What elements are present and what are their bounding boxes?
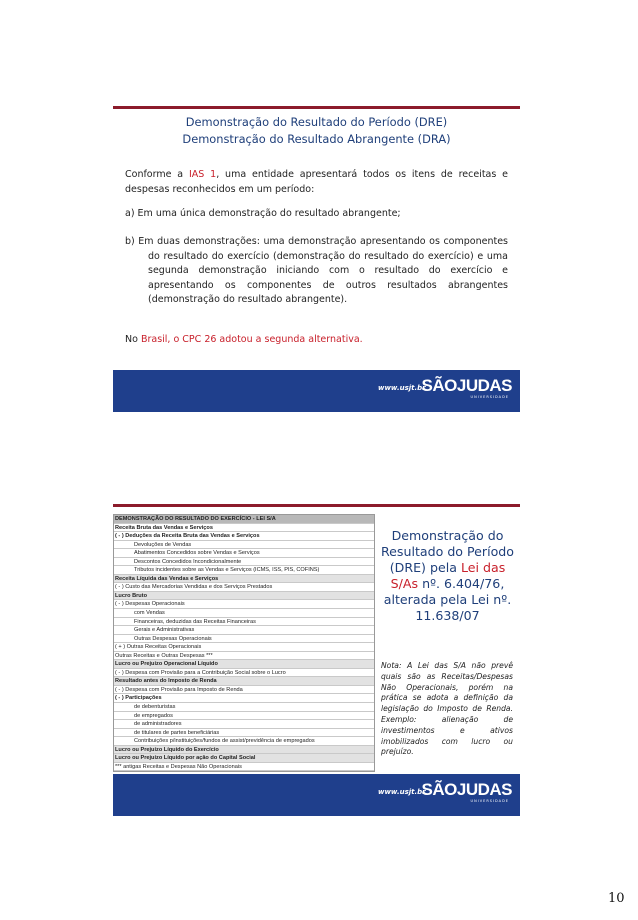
table-row: Contribuições p/instituições/fundos de assist/previdência de empregados xyxy=(114,737,374,746)
table-row: Descontos Concedidos Incondicionalmente xyxy=(114,558,374,567)
table-row: de administradores xyxy=(114,720,374,729)
table-row: ( - ) Despesas Operacionais xyxy=(114,600,374,609)
slide-footer xyxy=(113,370,520,412)
table-row: Gerais e Administrativas xyxy=(114,626,374,635)
table-row: Outras Despesas Operacionais xyxy=(114,635,374,644)
saojudas-logo: SÃOJUDAS xyxy=(421,780,512,799)
table-row: Lucro ou Prejuízo Operacional Líquido xyxy=(114,660,374,669)
dre-table xyxy=(113,514,375,772)
table-row: Receita Líquida das Vendas e Serviços xyxy=(114,575,374,584)
table-row: ( + ) Outras Receitas Operacionais xyxy=(114,643,374,652)
conclusion-paragraph xyxy=(125,333,508,348)
ias-reference: IAS 1 xyxy=(188,169,217,180)
table-row: de empregados xyxy=(114,712,374,721)
conclusion-highlight: Brasil, o CPC 26 adotou a segunda alternativa. xyxy=(140,334,363,345)
table-row: DEMONSTRAÇÃO DO RESULTADO DO EXERCÍCIO - LEI S/A xyxy=(114,515,374,524)
table-row: Lucro ou Prejuízo Líquido por ação do Capital Social xyxy=(114,754,374,763)
logo-subtitle: UNIVERSIDADE xyxy=(470,395,509,399)
footer-url: www.usjt.br xyxy=(378,788,426,796)
slide-top-bar xyxy=(113,504,520,507)
slide-dre-lei-sa xyxy=(113,504,520,816)
lei-sa-highlight: Lei das S/As xyxy=(390,560,506,591)
slide-title-line-1: Demonstração do Resultado do Período (DRE) xyxy=(185,115,448,129)
slide-footer xyxy=(113,774,520,816)
table-row: com Vendas xyxy=(114,609,374,618)
intro-text-rest: , uma entidade apresentará todos os itens de receitas e despesas reconhecidos em um período: xyxy=(125,169,509,195)
table-row: ( - ) Deduções da Receita Bruta das Vendas e Serviços xyxy=(114,532,374,541)
table-row: *** antigas Receitas e Despesas Não Operacionais xyxy=(114,763,374,772)
table-row: de titulares de partes beneficiárias xyxy=(114,729,374,738)
table-row: Lucro ou Prejuízo Líquido do Exercício xyxy=(114,746,374,755)
table-row: Devoluções de Vendas xyxy=(114,541,374,550)
item-b: b) Em duas demonstrações: uma demonstração apresentando os componentes do resultado do exercício (demonstração do resultado do exercício) e uma segunda demonstração iniciando com o resultado do exercício e apresentando os componentes de outros resultados abrangentes (demonstração do resultado abrangente). xyxy=(125,236,508,305)
table-row: ( - ) Despesa com Provisão para a Contribuição Social sobre o Lucro xyxy=(114,669,374,678)
table-row: ( - ) Participações xyxy=(114,694,374,703)
slide2-title-text-rest: nº. 6.404/76, alterada pela Lei nº. 11.638/07 xyxy=(383,576,512,623)
table-row: Receita Bruta das Vendas e Serviços xyxy=(114,524,374,533)
saojudas-logo: SÃOJUDAS xyxy=(421,376,512,395)
table-row: Outras Receitas e Outras Despesas *** xyxy=(114,652,374,661)
page-number: 10 xyxy=(608,891,625,906)
conclusion-text: No xyxy=(125,334,141,345)
slide-top-bar xyxy=(113,106,520,109)
footer-url: www.usjt.br xyxy=(378,384,426,392)
table-row: de debenturistas xyxy=(114,703,374,712)
slide2-title xyxy=(380,528,515,624)
slide-title-line-2: Demonstração do Resultado Abrangente (DRA) xyxy=(182,132,451,146)
table-row: ( - ) Custo das Mercadorias Vendidas e dos Serviços Prestados xyxy=(114,583,374,592)
slide2-note: Nota: A Lei das S/A não prevê quais são as Receitas/Despesas Não Operacionais, porém na prática se adota a definição da legislação do Imposto de Renda. Exemplo: alienação de investimentos e ativos imobilizados com lucro ou prejuízo. xyxy=(381,661,513,757)
table-row: ( - ) Despesa com Provisão para Imposto de Renda xyxy=(114,686,374,695)
slide2-title-text: Demonstração do Resultado do Período (DRE) pela xyxy=(380,528,514,575)
logo-subtitle: UNIVERSIDADE xyxy=(470,799,509,803)
table-row: Lucro Bruto xyxy=(114,592,374,601)
slide-dre-dra xyxy=(113,106,520,412)
intro-text: Conforme a xyxy=(125,169,189,180)
table-row: Resultado antes do Imposto de Renda xyxy=(114,677,374,686)
table-row: Financeiras, deduzidas das Receitas Financeiras xyxy=(114,618,374,627)
slide-title xyxy=(113,114,520,148)
item-a: a) Em uma única demonstração do resultado abrangente; xyxy=(125,208,401,219)
table-row: Tributos incidentes sobre as Vendas e Serviços (ICMS, ISS, PIS, COFINS) xyxy=(114,566,374,575)
table-row: Abatimentos Concedidos sobre Vendas e Serviços xyxy=(114,549,374,558)
intro-paragraph xyxy=(125,168,508,197)
